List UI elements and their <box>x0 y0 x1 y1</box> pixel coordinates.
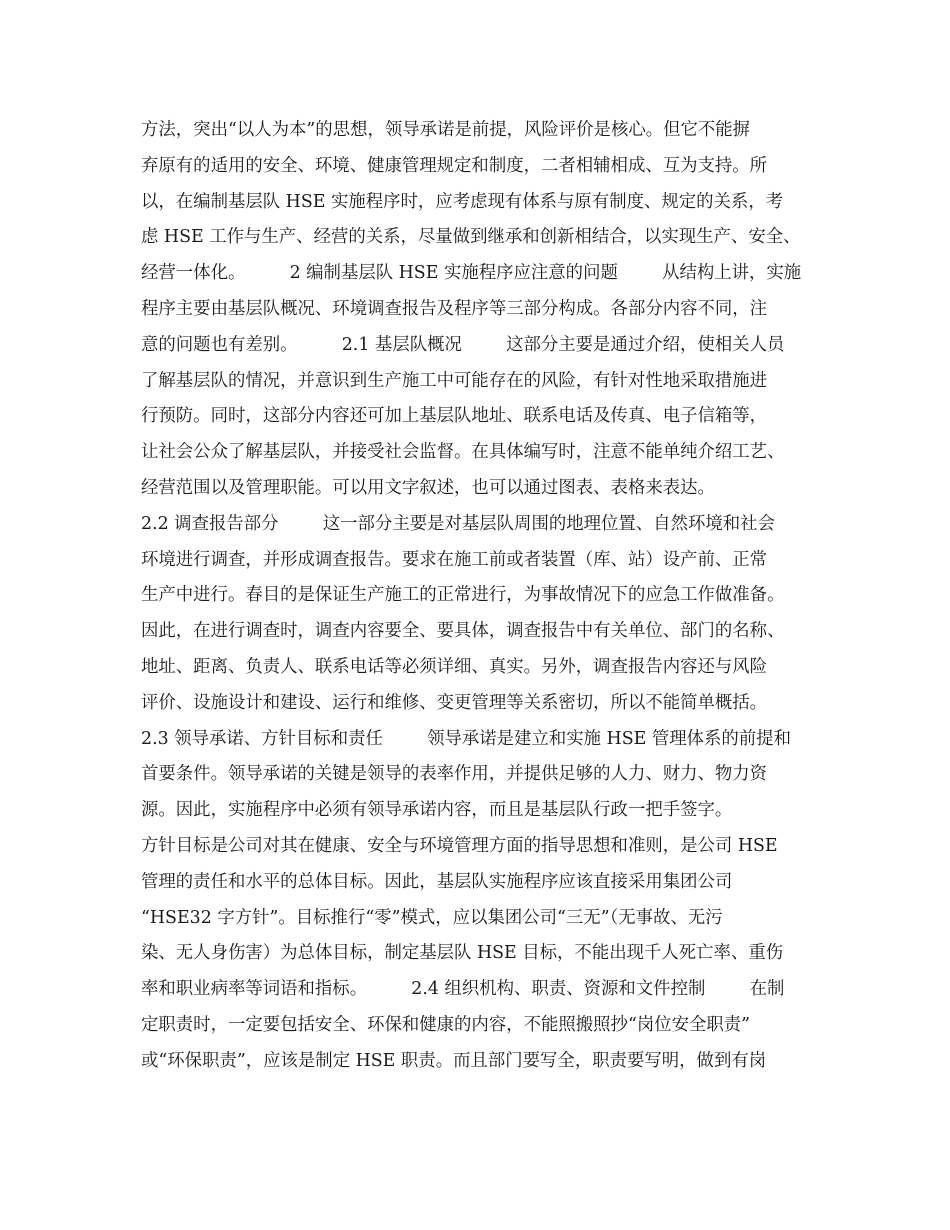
text-line: 了解基层队的情况，并意识到生产施工中可能存在的风险，有针对性地采取措施进 <box>141 370 768 391</box>
text-line: 以，在编制基层队 HSE 实施程序时，应考虑现有体系与原有制度、规定的关系，考 <box>141 191 784 212</box>
body-text <box>141 113 821 1080</box>
text-line: 虑 HSE 工作与生产、经营的关系，尽量做到继承和创新相结合，以实现生产、安全、 <box>141 227 801 248</box>
text-line: 经营一体化。 2 编制基层队 HSE 实施程序应注意的问题 从结构上讲，实施 <box>141 263 802 284</box>
text-line: 地址、距离、负责人、联系电话等必须详细、真实。另外，调查报告内容还与风险 <box>141 656 768 677</box>
text-line: 方法，突出“以人为本”的思想，领导承诺是前提，风险评价是核心。但它不能摒 <box>141 120 751 140</box>
text-line: 环境进行调查，并形成调查报告。要求在施工前或者装置（库、站）设产前、正常 <box>141 549 768 570</box>
text-line: 生产中进行。春目的是保证生产施工的正常进行，为事故情况下的应急工作做准备。 <box>141 585 785 606</box>
text-line: 程序主要由基层队概况、环境调查报告及程序等三部分构成。各部分内容不同，注 <box>141 298 768 319</box>
text-line: 评价、设施设计和建设、运行和维修、变更管理等关系密切，所以不能简单概括。 <box>141 692 768 713</box>
text-line: 定职责时，一定要包括安全、环保和健康的内容，不能照搬照抄“岗位安全职责” <box>141 1014 751 1035</box>
text-line: 经营范围以及管理职能。可以用文字叙述，也可以通过图表、表格来表达。 <box>141 477 715 498</box>
text-line: 方针目标是公司对其在健康、安全与环境管理方面的指导思想和准则，是公司 HSE <box>141 835 778 856</box>
text-line: 因此，在进行调查时，调查内容要全、要具体，调查报告中有关单位、部门的名称、 <box>141 621 785 642</box>
text-line: 2.2 调查报告部分 这一部分主要是对基层队周围的地理位置、自然环境和社会 <box>141 513 775 534</box>
text-line: 率和职业病率等词语和指标。 2.4 组织机构、职责、资源和文件控制 在制 <box>141 979 785 1000</box>
text-line: 或“环保职责”，应该是制定 HSE 职责。而且部门要写全，职责要写明，做到有岗 <box>141 1050 767 1071</box>
text-line: 让社会公众了解基层队，并接受社会监督。在具体编写时，注意不能单纯介绍工艺、 <box>141 442 785 463</box>
text-line: 意的问题也有差别。 2.1 基层队概况 这部分主要是通过介绍，使相关人员 <box>141 334 785 355</box>
text-line: 首要条件。领导承诺的关键是领导的表率作用，并提供足够的人力、财力、物力资 <box>141 764 768 785</box>
text-line: 2.3 领导承诺、方针目标和责任 领导承诺是建立和实施 HSE 管理体系的前提和 <box>141 728 791 749</box>
text-line: 源。因此，实施程序中必须有领导承诺内容，而且是基层队行政一把手签字。 <box>141 800 733 821</box>
text-line: 染、无人身伤害）为总体目标，制定基层队 HSE 目标，不能出现千人死亡率、重伤 <box>141 943 784 964</box>
text-line: 行预防。同时，这部分内容还可加上基层队地址、联系电话及传真、电子信箱等， <box>141 406 768 427</box>
text-line: “HSE32 字方针”。目标推行“零”模式，应以集团公司“三无”（无事故、无污 <box>141 907 723 928</box>
text-line: 弃原有的适用的安全、环境、健康管理规定和制度，二者相辅相成、互为支持。所 <box>141 155 768 176</box>
text-line: 管理的责任和水平的总体目标。因此，基层队实施程序应该直接采用集团公司 <box>141 871 733 892</box>
